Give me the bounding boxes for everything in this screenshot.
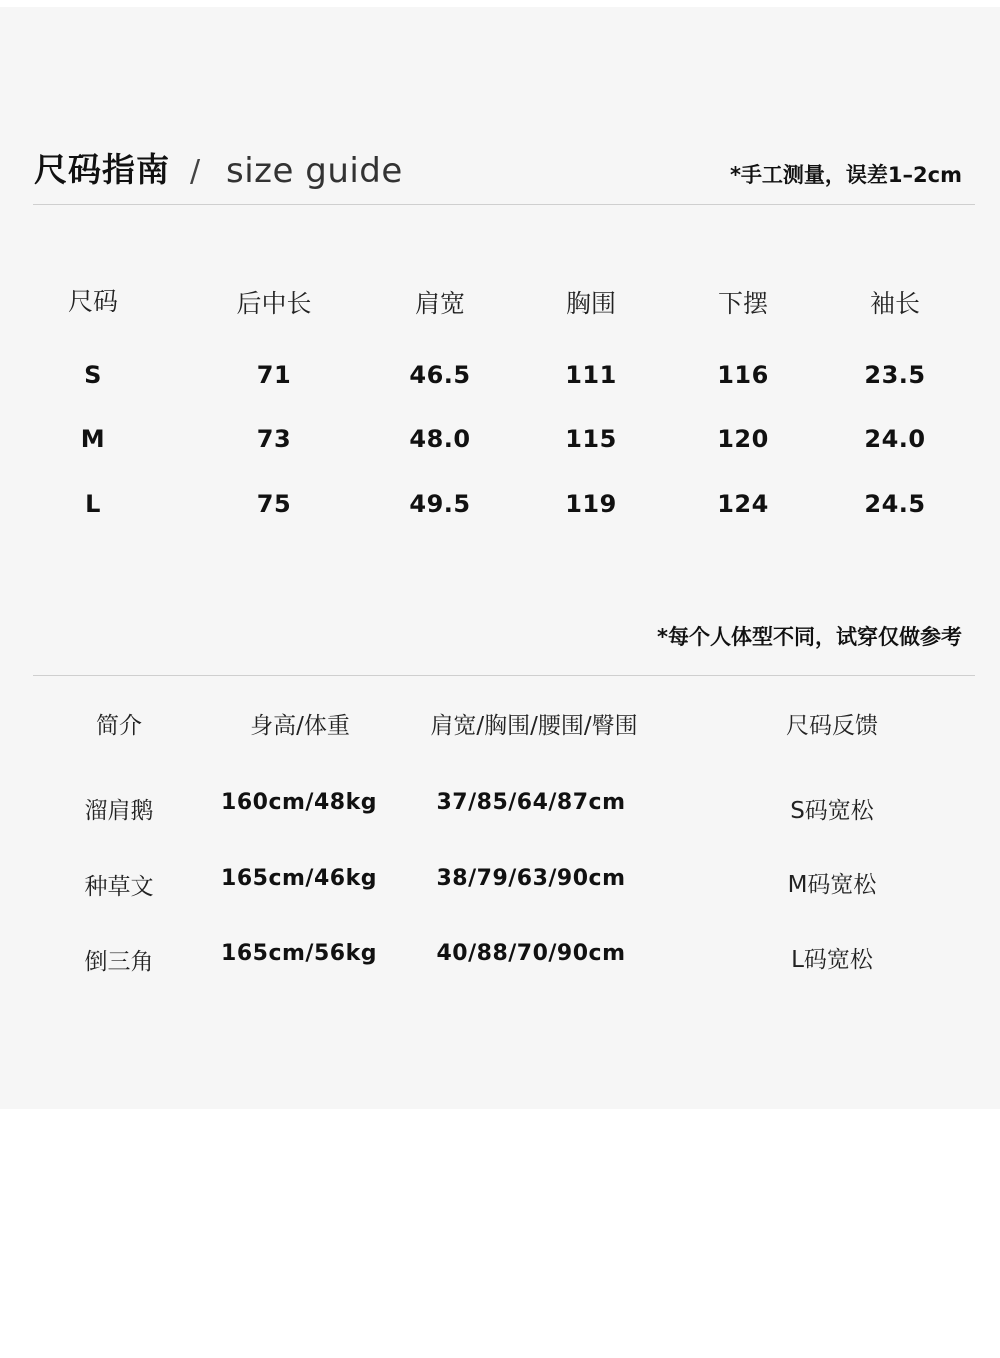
size-guide-header <box>0 148 1000 198</box>
size-table-cell: L <box>85 490 101 518</box>
size-table-cell: M <box>80 425 106 453</box>
title-chinese: 尺码指南 <box>34 150 170 189</box>
fit-table-header-feedback: 尺码反馈 <box>786 713 878 739</box>
fit-table-cell: S码宽松 <box>790 798 874 824</box>
size-table-cell: 73 <box>256 425 292 453</box>
size-table-cell: 111 <box>565 361 617 389</box>
size-table-header-shoulder: 肩宽 <box>414 289 466 318</box>
size-table-cell: 49.5 <box>409 490 471 518</box>
fit-table-cell: 160cm/48kg <box>221 790 377 815</box>
fit-table-cell: 倒三角 <box>84 949 154 975</box>
fit-table-header-height-weight: 身高/体重 <box>250 713 350 739</box>
fit-table-cell: 165cm/46kg <box>221 866 377 891</box>
size-table-header-size: 尺码 <box>67 287 119 316</box>
size-table-cell: 124 <box>717 490 769 518</box>
size-table-cell: 116 <box>717 361 769 389</box>
fit-table-cell: 37/85/64/87cm <box>436 790 626 815</box>
size-table-cell: 24.0 <box>864 425 926 453</box>
fit-note: *每个人体型不同，试穿仅做参考 <box>657 625 962 649</box>
size-table-cell: S <box>84 361 102 389</box>
size-table-cell: 119 <box>565 490 617 518</box>
fit-table-cell: M码宽松 <box>787 872 877 898</box>
size-table-header-chest: 胸围 <box>565 289 617 318</box>
size-table-cell: 46.5 <box>409 361 471 389</box>
title-english: size guide <box>226 151 403 191</box>
size-table-cell: 75 <box>256 490 292 518</box>
size-table-cell: 71 <box>256 361 292 389</box>
size-table-cell: 120 <box>717 425 769 453</box>
size-table-cell: 48.0 <box>409 425 471 453</box>
fit-table-cell: L码宽松 <box>791 947 873 973</box>
size-table-header-back-length: 后中长 <box>236 289 312 318</box>
size-table-header-hem: 下摆 <box>717 289 769 318</box>
size-table-cell: 115 <box>565 425 617 453</box>
fit-table-header-profile: 简介 <box>96 713 142 739</box>
fit-table-cell: 种草文 <box>84 874 154 900</box>
size-table-cell: 24.5 <box>864 490 926 518</box>
fit-divider <box>33 675 975 676</box>
fit-table-cell: 溜肩鹅 <box>84 798 154 824</box>
fit-table-cell: 40/88/70/90cm <box>436 941 626 966</box>
title-separator: / <box>190 154 201 189</box>
measurement-note: *手工测量，误差1–2cm <box>729 163 962 187</box>
fit-table-header-measurements: 肩宽/胸围/腰围/臀围 <box>430 713 638 739</box>
fit-table-cell: 38/79/63/90cm <box>436 866 626 891</box>
size-table-header-sleeve: 袖长 <box>869 289 921 318</box>
fit-table-cell: 165cm/56kg <box>221 941 377 966</box>
size-table-cell: 23.5 <box>864 361 926 389</box>
header-divider <box>33 204 975 205</box>
